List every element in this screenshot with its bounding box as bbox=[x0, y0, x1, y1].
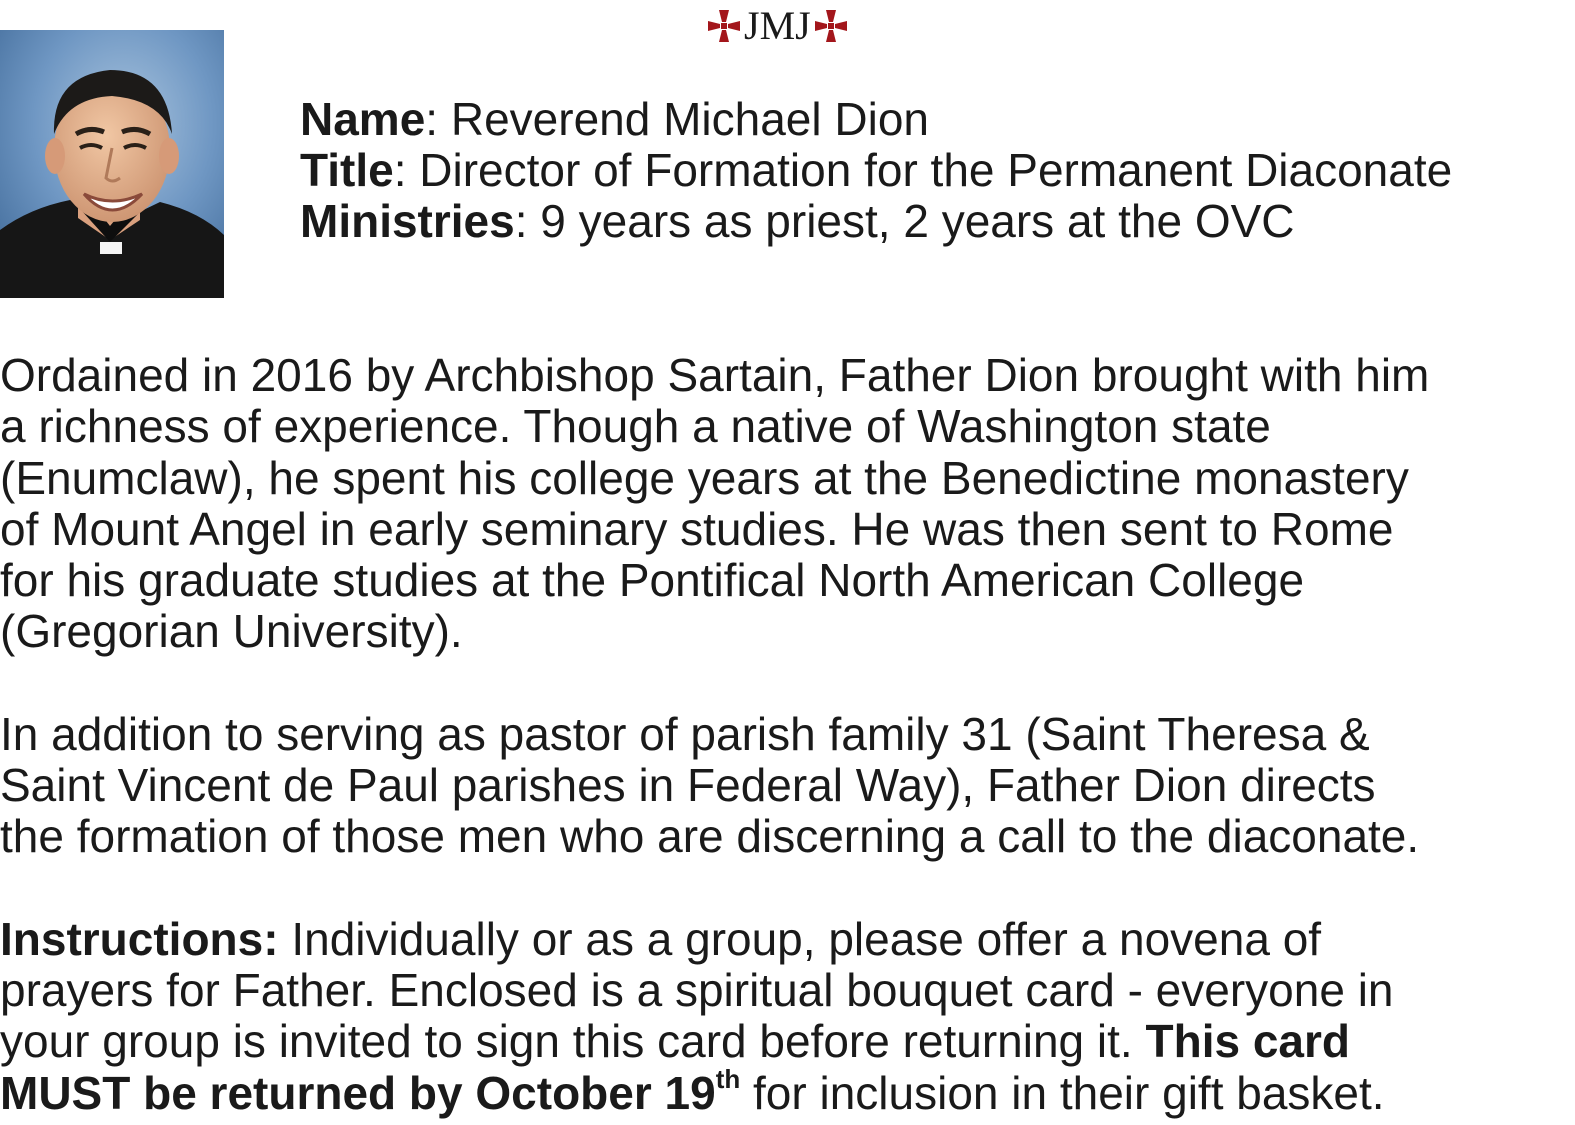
bio-line: a richness of experience. Though a native of Washington state bbox=[0, 400, 1271, 453]
title-label: Title bbox=[300, 144, 394, 196]
instructions-text: your group is invited to sign this card before returning it. bbox=[0, 1015, 1146, 1068]
name-label: Name bbox=[300, 93, 426, 145]
priest-portrait-photo bbox=[0, 30, 224, 298]
bio-paragraph-ordination bbox=[0, 350, 1575, 658]
bio-paragraph-ministry bbox=[0, 709, 1575, 863]
profile-name-line: Name: Reverend Michael Dion bbox=[300, 93, 929, 145]
instructions-line bbox=[0, 1064, 1575, 1119]
instructions-line bbox=[0, 914, 1575, 965]
instructions-label: Instructions: bbox=[0, 912, 279, 965]
bio-line: (Enumclaw), he spent his college years at the Benedictine monastery bbox=[0, 451, 1409, 504]
bio-line: In addition to serving as pastor of parish family 31 (Saint Theresa & bbox=[0, 707, 1370, 760]
name-value: Reverend Michael Dion bbox=[450, 93, 929, 145]
bio-line: for his graduate studies at the Pontifical North American College bbox=[0, 554, 1305, 607]
bio-line: Ordained in 2016 by Archbishop Sartain, Father Dion brought with him bbox=[0, 349, 1430, 401]
priest-portrait-icon bbox=[0, 30, 224, 298]
title-value: Director of Formation for the Permanent Diaconate bbox=[419, 144, 1453, 196]
deadline-date: MUST be returned by October 19 bbox=[0, 1066, 716, 1119]
profile-summary bbox=[300, 94, 1452, 247]
profile-ministries-line: Ministries: 9 years as priest, 2 years at the OVC bbox=[300, 195, 1295, 247]
instructions-paragraph bbox=[0, 914, 1575, 1119]
deadline-emphasis: This card bbox=[1145, 1015, 1351, 1068]
cross-pattee-right-icon bbox=[813, 8, 849, 44]
instructions-text: Individually or as a group, please offer a novena of bbox=[278, 912, 1322, 965]
biography bbox=[0, 350, 1575, 1119]
bio-line: the formation of those men who are discerning a call to the diaconate. bbox=[0, 810, 1420, 863]
jmj-monogram: JMJ bbox=[744, 3, 811, 48]
profile-title-line: Title: Director of Formation for the Permanent Diaconate bbox=[300, 144, 1453, 196]
bio-line: Saint Vincent de Paul parishes in Federal Way), Father Dion directs bbox=[0, 759, 1376, 812]
bio-line: (Gregorian University). bbox=[0, 605, 463, 658]
jmj-header bbox=[706, 4, 849, 48]
ministries-label: Ministries bbox=[300, 195, 515, 247]
instructions-line bbox=[0, 1016, 1575, 1067]
instructions-text: for inclusion in their gift basket. bbox=[740, 1066, 1385, 1119]
deadline-emphasis bbox=[0, 1064, 741, 1119]
bio-line: of Mount Angel in early seminary studies. He was then sent to Rome bbox=[0, 502, 1394, 555]
instructions-line: prayers for Father. Enclosed is a spiritual bouquet card - everyone in bbox=[0, 963, 1394, 1016]
cross-pattee-left-icon bbox=[706, 8, 742, 44]
ministries-value: 9 years as priest, 2 years at the OVC bbox=[540, 195, 1295, 247]
date-ordinal-suffix: th bbox=[715, 1064, 741, 1095]
